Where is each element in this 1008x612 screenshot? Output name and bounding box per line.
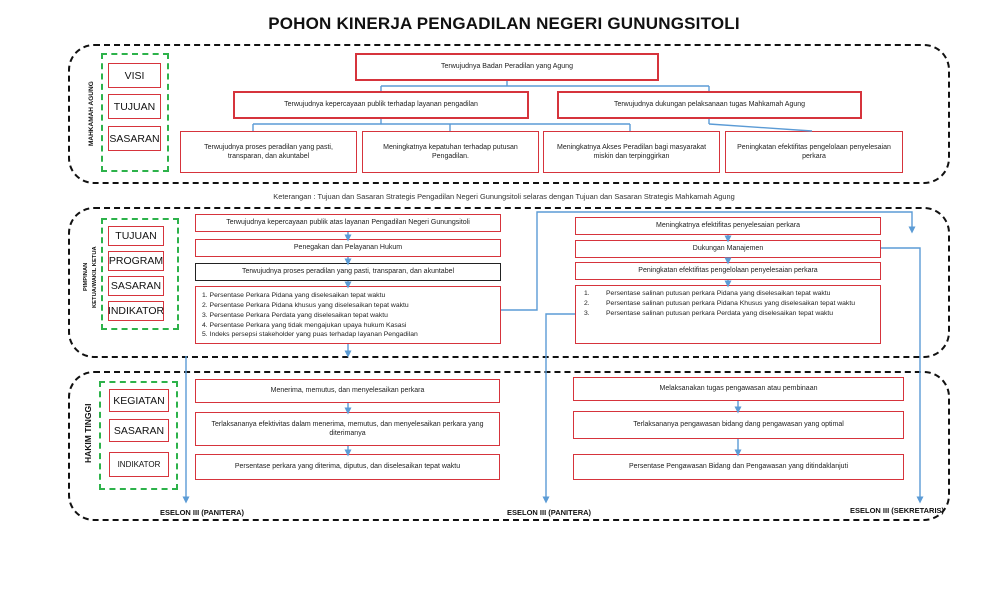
eselon-label-2: ESELON III (PANITERA)	[507, 508, 592, 517]
pimpinan-tujuan-left: Terwujudnya kepercayaan publik atas layanan Pengadilan Negeri Gunungsitoli	[195, 214, 501, 232]
level-tujuan: TUJUAN	[108, 94, 161, 119]
pimpinan-indikator-right	[575, 285, 881, 344]
indikator-item: 4. Persentase Perkara yang tidak mengajukan upaya hukum Kasasi	[202, 321, 407, 329]
pimpinan-label-line-2: KETUA/WAKIL KETUA	[92, 246, 98, 308]
level-visi: VISI	[108, 63, 161, 88]
indikator-item: 3. Persentase Perkara Perdata yang diselesaikan tepat waktu	[202, 311, 388, 319]
level-sasaran: SASARAN	[108, 126, 161, 151]
indikator-item	[584, 309, 872, 319]
pimpinan-program-right: Dukungan Manajemen	[575, 240, 881, 258]
pimpinan-label	[82, 222, 102, 332]
ma-tujuan-box-2: Terwujudnya dukungan pelaksanaan tugas Mahkamah Agung	[557, 91, 862, 119]
hakim-kegiatan-right: Melaksanakan tugas pengawasan atau pembinaan	[573, 377, 904, 401]
keterangan-note: Keterangan : Tujuan dan Sasaran Strategis Pengadilan Negeri Gunungsitoli selaras dengan Tujuan dan Sasaran Strategis Mahkamah Agung	[273, 192, 735, 201]
indikator-number: 1.	[584, 290, 590, 297]
pimpinan-sasaran-right: Peningkatan efektifitas pengelolaan penyelesaian perkara	[575, 262, 881, 280]
level-indikator: INDIKATOR	[108, 301, 164, 321]
eselon-label-1: ESELON III (PANITERA)	[160, 508, 245, 517]
indikator-text: Persentase salinan putusan perkara Pidana Khusus yang diselesaikan tepat waktu	[606, 300, 856, 308]
pimpinan-sasaran-left: Terwujudnya proses peradilan yang pasti, transparan, dan akuntabel	[195, 263, 501, 281]
indikator-item: 2. Persentase Perkara Pidana khusus yang diselesaikan tepat waktu	[202, 301, 409, 309]
hakim-indikator-left: Persentase perkara yang diterima, diputus, dan diselesaikan tepat waktu	[195, 454, 500, 480]
ma-sasaran-box-3: Meningkatnya Akses Peradilan bagi masyarakat miskin dan terpinggirkan	[543, 131, 720, 173]
indikator-item	[584, 289, 872, 299]
indikator-item: 5. Indeks persepsi stakeholder yang puas terhadap layanan Pengadilan	[202, 331, 418, 339]
ma-visi-box: Terwujudnya Badan Peradilan yang Agung	[355, 53, 659, 81]
indikator-number: 2.	[584, 300, 590, 308]
indikator-text: Persentase salinan putusan perkara Perdata yang diselesaikan tepat waktu	[606, 310, 834, 318]
eselon-label-3: ESELON III (SEKRETARIS)	[850, 506, 945, 515]
indikator-item: 1. Persentase Perkara Pidana yang diselesaikan tepat waktu	[202, 292, 386, 299]
ma-tujuan-box-1: Terwujudnya kepercayaan publik terhadap layanan pengadilan	[233, 91, 529, 119]
hakim-sasaran-right: Terlaksananya pengawasan bidang dang pengawasan yang optimal	[573, 411, 904, 439]
pimpinan-label-line-1: PIMPINAN	[83, 262, 89, 292]
level-sasaran-3: SASARAN	[109, 419, 169, 442]
pimpinan-tujuan-right: Meningkatnya efektifitas penyelesaian perkara	[575, 217, 881, 235]
level-tujuan-2: TUJUAN	[108, 226, 164, 246]
mahkamah-agung-label: MAHKAMAH AGUNG	[88, 81, 95, 147]
page-title: POHON KINERJA PENGADILAN NEGERI GUNUNGSITOLI	[268, 14, 740, 33]
pimpinan-program-left: Penegakan dan Pelayanan Hukum	[195, 239, 501, 257]
hakim-indikator-right: Persentase Pengawasan Bidang dan Pengawasan yang ditindaklanjuti	[573, 454, 904, 480]
ma-sasaran-box-1: Terwujudnya proses peradilan yang pasti, transparan, dan akuntabel	[180, 131, 357, 173]
indikator-item	[584, 299, 872, 309]
ma-sasaran-box-4: Peningkatan efektifitas pengelolaan penyelesaian perkara	[725, 131, 903, 173]
indikator-text: Persentase salinan putusan perkara Pidana yang diselesaikan tepat waktu	[606, 290, 831, 297]
level-kegiatan: KEGIATAN	[109, 389, 169, 412]
level-sasaran-2: SASARAN	[108, 276, 164, 296]
indikator-number: 3.	[584, 310, 590, 318]
ma-sasaran-box-2: Meningkatnya kepatuhan terhadap putusan Pengadilan.	[362, 131, 539, 173]
level-program: PROGRAM	[108, 251, 164, 271]
hakim-kegiatan-left: Menerima, memutus, dan menyelesaikan perkara	[195, 379, 500, 403]
pimpinan-indikator-left	[195, 286, 501, 344]
hakim-tinggi-label: HAKIM TINGGI	[83, 403, 93, 463]
hakim-sasaran-left: Terlaksananya efektivitas dalam menerima, memutus, dan menyelesaikan perkara yang diterimanya	[195, 412, 500, 446]
level-indikator-2: INDIKATOR	[109, 452, 169, 477]
